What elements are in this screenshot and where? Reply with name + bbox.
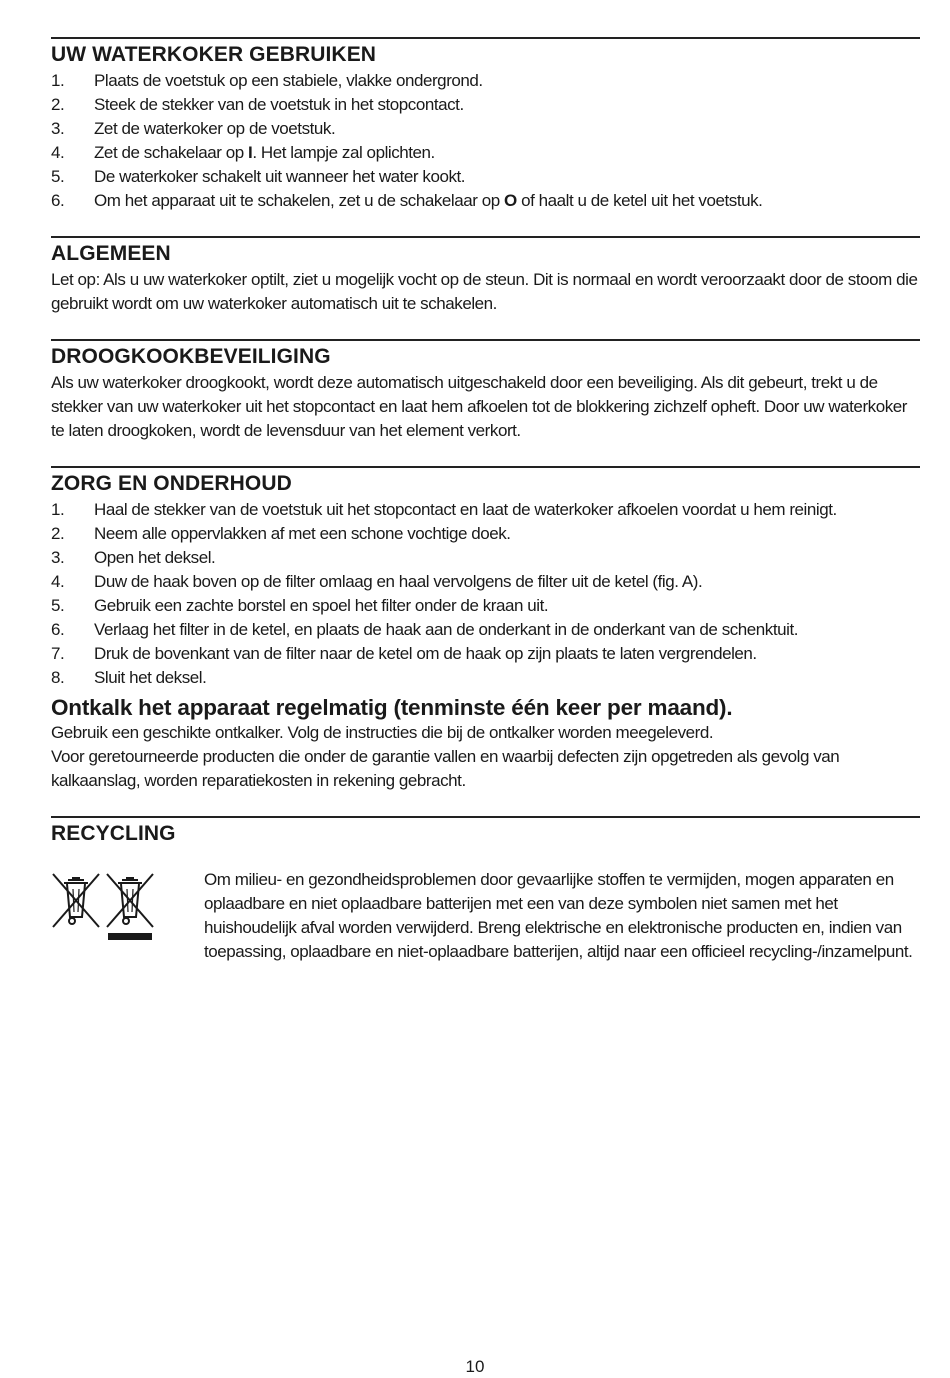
list-item <box>51 594 920 618</box>
step-number: 6. <box>51 191 65 210</box>
list-item <box>51 666 920 690</box>
step-number: 5. <box>51 167 65 186</box>
step-number: 2. <box>51 524 65 543</box>
use-steps-list <box>51 69 920 213</box>
list-item <box>51 93 920 117</box>
manual-page <box>51 37 920 964</box>
switch-symbol-off: O <box>504 191 517 210</box>
section-use <box>51 37 920 213</box>
step-text-before: Om het apparaat uit te schakelen, zet u de schakelaar op <box>94 191 505 210</box>
list-item <box>51 165 920 189</box>
step-text-after: of haalt u de ketel uit het voetstuk. <box>516 191 763 210</box>
switch-symbol-on: I <box>248 143 253 162</box>
list-item <box>51 498 920 522</box>
list-item <box>51 522 920 546</box>
list-item <box>51 69 920 93</box>
section-title-use: UW WATERKOKER GEBRUIKEN <box>51 43 377 66</box>
care-steps-list <box>51 498 920 690</box>
crossed-out-wheelie-bin-icon <box>53 874 99 927</box>
step-text <box>94 189 920 213</box>
step-number: 5. <box>51 596 65 615</box>
step-number: 4. <box>51 572 65 591</box>
step-text: Sluit het deksel. <box>94 668 207 687</box>
crossed-out-wheelie-bin-with-bar-icon <box>107 874 153 940</box>
section-dryboil <box>51 339 920 443</box>
descale-heading: Ontkalk het apparaat regelmatig (tenminste één keer per maand). <box>51 695 733 720</box>
page-number: 10 <box>465 1357 485 1376</box>
section-recycling <box>51 816 920 964</box>
step-text <box>94 141 920 165</box>
list-item <box>51 642 920 666</box>
step-number: 2. <box>51 95 65 114</box>
step-text: Plaats de voetstuk op een stabiele, vlakke ondergrond. <box>94 71 483 90</box>
step-number: 4. <box>51 143 65 162</box>
step-number: 3. <box>51 548 65 567</box>
descale-paragraph-2: Voor geretourneerde producten die onder de garantie vallen en waarbij defecten zijn opgetreden als gevolg van kalkaanslag, worden reparatiekosten in rekening gebracht. <box>51 747 840 790</box>
step-text: Zet de waterkoker op de voetstuk. <box>94 119 336 138</box>
step-text: Open het deksel. <box>94 548 216 567</box>
step-number: 7. <box>51 644 65 663</box>
step-text: De waterkoker schakelt uit wanneer het water kookt. <box>94 167 466 186</box>
step-text: Duw de haak boven op de filter omlaag en haal vervolgens de filter uit de ketel (fig. A). <box>94 572 703 591</box>
step-text-after: . Het lampje zal oplichten. <box>252 143 435 162</box>
dryboil-paragraph: Als uw waterkoker droogkookt, wordt deze automatisch uitgeschakeld door een beveiliging. Als dit gebeurt, trekt u de stekker van uw waterkoker uit het stopcontact en laat hem afkoelen tot de blokkering zichzelf opheft. Door uw waterkoker te laten droogkoken, wordt de levensduur van het element verkort. <box>51 373 907 440</box>
recycling-row <box>51 868 920 964</box>
list-item <box>51 618 920 642</box>
step-text: Verlaag het filter in de ketel, en plaats de haak aan de onderkant in de onderkant van de schenktuit. <box>94 620 799 639</box>
recycling-symbols <box>51 868 204 964</box>
list-item <box>51 141 920 165</box>
descale-paragraph-1: Gebruik een geschikte ontkalker. Volg de instructies die bij de ontkalker worden meegeleverd. <box>51 723 714 742</box>
step-text: Neem alle oppervlakken af met een schone vochtige doek. <box>94 524 511 543</box>
section-care <box>51 466 920 793</box>
list-item <box>51 189 920 213</box>
weee-symbols <box>51 872 159 944</box>
section-title-general: ALGEMEEN <box>51 242 171 265</box>
section-title-care: ZORG EN ONDERHOUD <box>51 472 292 495</box>
step-number: 8. <box>51 668 65 687</box>
list-item <box>51 117 920 141</box>
step-text: Haal de stekker van de voetstuk uit het stopcontact en laat de waterkoker afkoelen voordat u hem reinigt. <box>94 500 837 519</box>
section-general <box>51 236 920 316</box>
step-number: 1. <box>51 500 65 519</box>
step-text: Steek de stekker van de voetstuk in het stopcontact. <box>94 95 464 114</box>
step-number: 3. <box>51 119 65 138</box>
step-number: 6. <box>51 620 65 639</box>
list-item <box>51 570 920 594</box>
recycling-paragraph: Om milieu- en gezondheidsproblemen door gevaarlijke stoffen te vermijden, mogen apparaten en oplaadbare en niet oplaadbare batterijen met een van deze symbolen niet samen met het huishoudelijk afval worden verwijderd. Breng elektrische en elektronische producten en, indien van toepassing, oplaadbare en niet-oplaadbare batterijen, altijd naar een officieel recycling-/inzamelpunt. <box>204 870 913 961</box>
section-title-recycling: RECYCLING <box>51 822 176 845</box>
step-text: Druk de bovenkant van de filter naar de ketel om de haak op zijn plaats te laten vergrendelen. <box>94 644 757 663</box>
general-paragraph: Let op: Als u uw waterkoker optilt, ziet u mogelijk vocht op de steun. Dit is normaal en wordt veroorzaakt door de stoom die gebruikt wordt om uw waterkoker automatisch uit te schakelen. <box>51 270 918 313</box>
step-number: 1. <box>51 71 65 90</box>
step-text-before: Zet de schakelaar op <box>94 143 249 162</box>
list-item <box>51 546 920 570</box>
step-text: Gebruik een zachte borstel en spoel het filter onder de kraan uit. <box>94 596 549 615</box>
section-title-dryboil: DROOGKOOKBEVEILIGING <box>51 345 331 368</box>
